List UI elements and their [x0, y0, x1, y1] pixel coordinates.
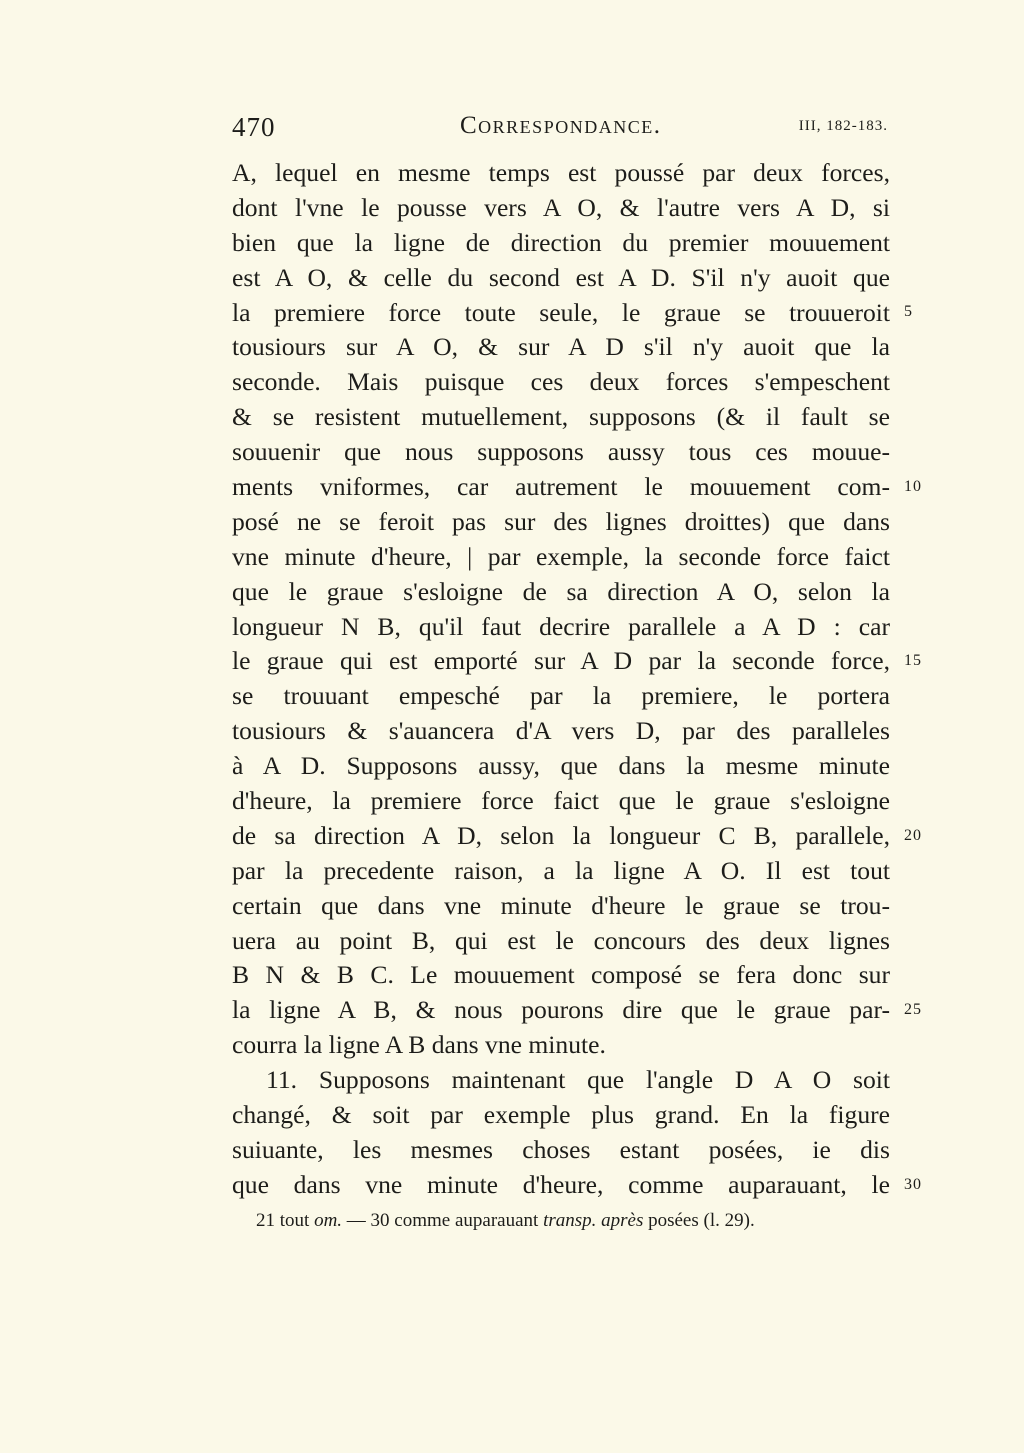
line-number: 15: [904, 652, 922, 669]
text-line: ments vniformes, car autrement le mouuement com-: [232, 472, 890, 502]
footnote-text: — 30 comme auparauant: [342, 1210, 544, 1231]
text-line: par la precedente raison, a la ligne A O. Il est tout: [232, 855, 890, 885]
text-line: que dans vne minute d'heure, comme auparauant, le: [232, 1169, 890, 1199]
running-title: Correspondance.: [460, 112, 662, 139]
text-line: dont l'vne le pousse vers A O, & l'autre vers A D, si: [232, 192, 890, 222]
text-line: à A D. Supposons aussy, que dans la mesme minute: [232, 751, 890, 781]
text-line: la premiere force toute seule, le graue se trouueroit: [232, 297, 890, 327]
footnote-text: 21 tout: [256, 1210, 315, 1231]
text-line: 11. Supposons maintenant que l'angle D A O soit: [266, 1065, 890, 1095]
text-line: posé ne se feroit pas sur des lignes droittes) que dans: [232, 506, 890, 536]
text-line: B N & B C. Le mouuement composé se fera donc sur: [232, 960, 890, 990]
text-line: vne minute d'heure, | par exemple, la seconde force faict: [232, 541, 890, 571]
text-line: suiuante, les mesmes choses estant posées, ie dis: [232, 1134, 890, 1164]
text-line: tousiours & s'auancera d'A vers D, par des paralleles: [232, 716, 890, 746]
text-line: le graue qui est emporté sur A D par la seconde force,: [232, 646, 890, 676]
text-line: tousiours sur A O, & sur A D s'il n'y auoit que la: [232, 332, 890, 362]
text-line: se trouuant empesché par la premiere, le portera: [232, 681, 890, 711]
text-line: longueur N B, qu'il faut decrire parallele a A D : car: [232, 611, 890, 641]
footnote-abbrev: om.: [314, 1210, 343, 1231]
text-line: A, lequel en mesme temps est poussé par deux forces,: [232, 158, 890, 187]
line-number: 10: [904, 478, 922, 495]
text-line: d'heure, la premiere force faict que le graue s'esloigne: [232, 786, 890, 816]
page-number: 470: [232, 112, 276, 142]
text-line: que le graue s'esloigne de sa direction A O, selon la: [232, 576, 890, 606]
footnote: [256, 1210, 896, 1232]
text-line: de sa direction A D, selon la longueur C B, parallele,: [232, 820, 890, 850]
body-text: [232, 156, 890, 1203]
text-line: bien que la ligne de direction du premier mouuement: [232, 227, 890, 257]
line-number: 25: [904, 1001, 922, 1018]
footnote-abbrev: transp. après: [543, 1210, 644, 1231]
text-line: la ligne A B, & nous pourons dire que le graue par-: [232, 995, 890, 1025]
text-line: souuenir que nous supposons aussy tous ces mouue-: [232, 437, 890, 467]
text-line: courra la ligne A B dans vne minute.: [232, 1030, 606, 1060]
text-line: certain que dans vne minute d'heure le graue se trou-: [232, 890, 890, 920]
page-range: III, 182-183.: [798, 118, 888, 134]
footnote-text: posées (l. 29).: [643, 1210, 755, 1231]
text-line: uera au point B, qui est le concours des deux lignes: [232, 925, 890, 955]
text-line: est A O, & celle du second est A D. S'il n'y auoit que: [232, 262, 890, 292]
text-line: & se resistent mutuellement, supposons (& il fault se: [232, 402, 890, 432]
text-line: changé, & soit par exemple plus grand. En la figure: [232, 1100, 890, 1130]
line-number: 5: [904, 303, 913, 320]
text-line: seconde. Mais puisque ces deux forces s'empeschent: [232, 367, 890, 397]
line-number: 30: [904, 1176, 922, 1193]
line-number: 20: [904, 827, 922, 844]
page-header: [232, 108, 890, 148]
